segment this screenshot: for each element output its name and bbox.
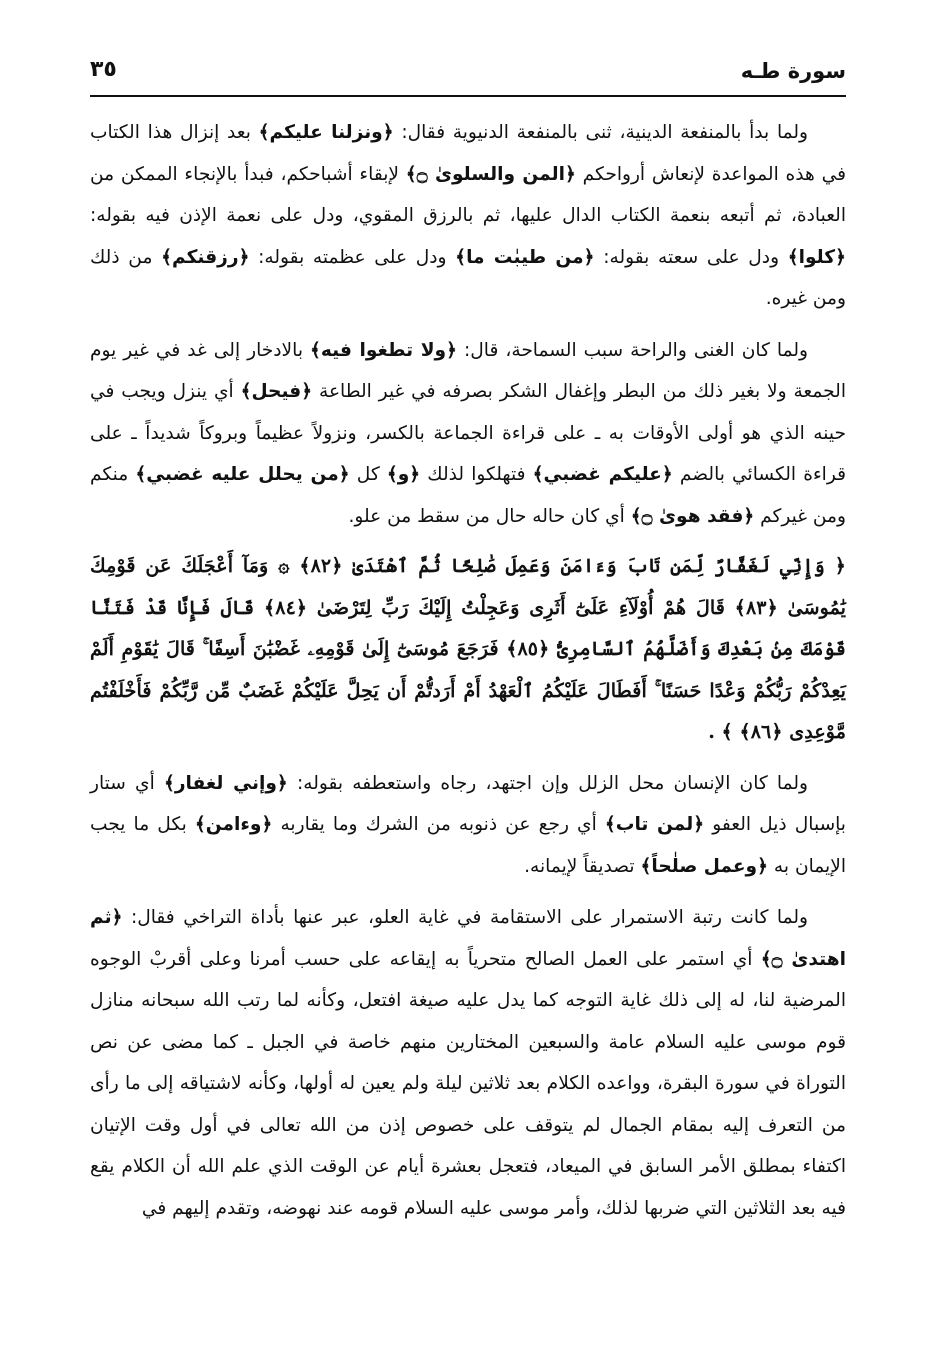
commentary-text: منكم ومن غيركم: [90, 464, 846, 527]
quranic-quote: ﴿رزقنكم﴾: [161, 246, 250, 268]
body-text: [90, 112, 846, 1229]
quranic-quote: ﴿عليكم غضبي﴾: [532, 464, 673, 485]
commentary-text: كل: [349, 464, 387, 485]
quranic-quote: ﴿لمن تاب﴾: [604, 814, 705, 835]
quranic-quote: ﴿من يحلل عليه غضبي﴾: [135, 464, 350, 485]
quranic-quote: ﴿من طيبٰت ما﴾: [455, 246, 595, 268]
paragraph-3: [90, 763, 846, 888]
commentary-text: ولما كان الغنى والراحة سبب السماحة، قال:: [457, 339, 808, 361]
quranic-quote: ﴿كلوا﴾: [787, 246, 846, 268]
quranic-quote: ﴿وإني لغفار﴾: [163, 772, 288, 794]
commentary-text: أي ستار بإسبال ذيل العفو: [90, 772, 846, 835]
commentary-text: ودل على عظمته بقوله:: [249, 246, 456, 268]
commentary-text: أي كان حاله حال من سقط من علو.: [348, 505, 631, 527]
paragraph-4: [90, 897, 846, 1229]
surah-title: سورة طـه: [740, 59, 846, 83]
commentary-text: أي ينزل ويجب في حينه الذي هو أولى الأوقات به ـ على قراءة الجماعة بالكسر، ونزولاً عظيماً وبروكاً شديداً ـ على قراءة الكسائي بالضم: [90, 381, 846, 485]
paragraph-1: [90, 112, 846, 320]
quran-verses-block: ﴿ وَإِنِّي لَغَفَّارٌ لِّمَن تَابَ وَءَامَنَ وَعَمِلَ صَٰلِحًا ثُمَّ ٱهْتَدَىٰ ﴿٨٢﴾ ۞ وَمَآ أَعْجَلَكَ عَن قَوْمِكَ يَٰمُوسَىٰ ﴿٨٣﴾ قَالَ هُمْ أُوْلَآءِ عَلَىٰٓ أَثَرِى وَعَجِلْتُ إِلَيْكَ رَبِّ لِتَرْضَىٰ ﴿٨٤﴾ قَالَ فَإِنَّا قَدْ فَتَنَّا قَوْمَكَ مِنۢ بَعْدِكَ وَأَضَلَّهُمُ ٱلسَّامِرِىُّ ﴿٨٥﴾ فَرَجَعَ مُوسَىٰٓ إِلَىٰ قَوْمِهِۦ غَضْبَٰنَ أَسِفًا ۚ قَالَ يَٰقَوْمِ أَلَمْ يَعِدْكُمْ رَبُّكُمْ وَعْدًا حَسَنًا ۚ أَفَطَالَ عَلَيْكُمُ ٱلْعَهْدُ أَمْ أَرَدتُّمْ أَن يَحِلَّ عَلَيْكُمْ غَضَبٌ مِّن رَّبِّكُمْ فَأَخْلَفْتُم مَّوْعِدِى ﴿٨٦﴾ ﴾ .: [90, 554, 847, 743]
commentary-text: ودل على سعته بقوله:: [594, 246, 788, 268]
quranic-quote: ﴿ونزلنا عليكم﴾: [258, 122, 394, 143]
commentary-text: لإبقاء أشباحكم، فبدأ بالإنجاء الممكن من العبادة، ثم أتبعه بنعمة الكتاب الدال عليها، ثم بالرزق المقوي، ودل على نعمة الإذن فيه بقوله:: [90, 163, 846, 226]
commentary-text: ولما كانت رتبة الاستمرار على الاستقامة في غاية العلو، عبر عنها بأداة التراخي فقال:: [122, 907, 808, 928]
commentary-text: ولما بدأ بالمنفعة الدينية، ثنى بالمنفعة الدنيوية فقال:: [393, 122, 809, 143]
page-number: ٣٥: [90, 57, 117, 82]
commentary-text: بكل ما يجب الإيمان به: [90, 814, 846, 877]
commentary-text: بالادخار إلى غد في غير يوم الجمعة ولا بغير ذلك من البطر وإغفال الشكر بصرفه في غير الطاعة: [90, 339, 846, 402]
commentary-text: من ذلك ومن غيره.: [90, 246, 846, 309]
quranic-quote: ﴿فقد هوىٰ ۝﴾: [630, 505, 755, 527]
commentary-text: ولما كان الإنسان محل الزلل وإن اجتهد، رجاه واستعطفه بقوله:: [287, 772, 808, 794]
quranic-quote: ﴿وعمل صلٰحاً﴾: [640, 855, 769, 877]
commentary-text: تصديقاً لإيمانه.: [524, 855, 641, 877]
commentary-text: فتهلكوا لذلك: [420, 464, 533, 485]
quranic-quote: ﴿ثم اهتدىٰ ۝﴾: [90, 907, 846, 970]
page-header: [90, 55, 846, 97]
commentary-text: بعد إنزال هذا الكتاب في هذه المواعدة لإنعاش أرواحكم: [90, 122, 846, 185]
quranic-quote: ﴿المن والسلوىٰ ۝﴾: [405, 163, 576, 185]
quranic-quote: ﴿ولا تطغوا فيه﴾: [310, 339, 457, 361]
commentary-text: أي استمر على العمل الصالح متحرياً به إيقاعه على حسب أمرنا وعلى أقربْ الوجوه المرضية لنا، له إلى ذلك غاية التوجه كما يدل عليه صيغة افتعل، وكأنه لما رتب الله سبحانه منازل قوم موسى عليه السلام عامة والسبعين المختارين منهم خاصة في الجبل ـ كما مضى عن نص التوراة في سورة البقرة، وواعده الكلام بعد ثلاثين ليلة ولم يعين له أولها، وكأنه لاشتياقه إلى ما رأى من التعرف إليه بمقام الجمال لم يتوقف على خصوص إذن من الله تعالى في أول وقت الإتيان اكتفاء بمطلق الأمر السابق في الميعاد، فتعجل بعشرة أيام عن الوقت الذي علم الله أن الكلام يقع فيه بعد الثلاثين التي ضربها لذلك، وأمر موسى عليه السلام قومه عند نهوضه، وتقدم إليهم في: [90, 948, 846, 1219]
quranic-quote: ﴿و﴾: [386, 464, 421, 485]
quranic-quote: ﴿فيحل﴾: [240, 381, 313, 402]
commentary-text: أي رجع عن ذنوبه من الشرك وما يقاربه: [272, 814, 605, 835]
paragraph-2: [90, 330, 846, 538]
quranic-quote: ﴿وءامن﴾: [194, 814, 273, 835]
